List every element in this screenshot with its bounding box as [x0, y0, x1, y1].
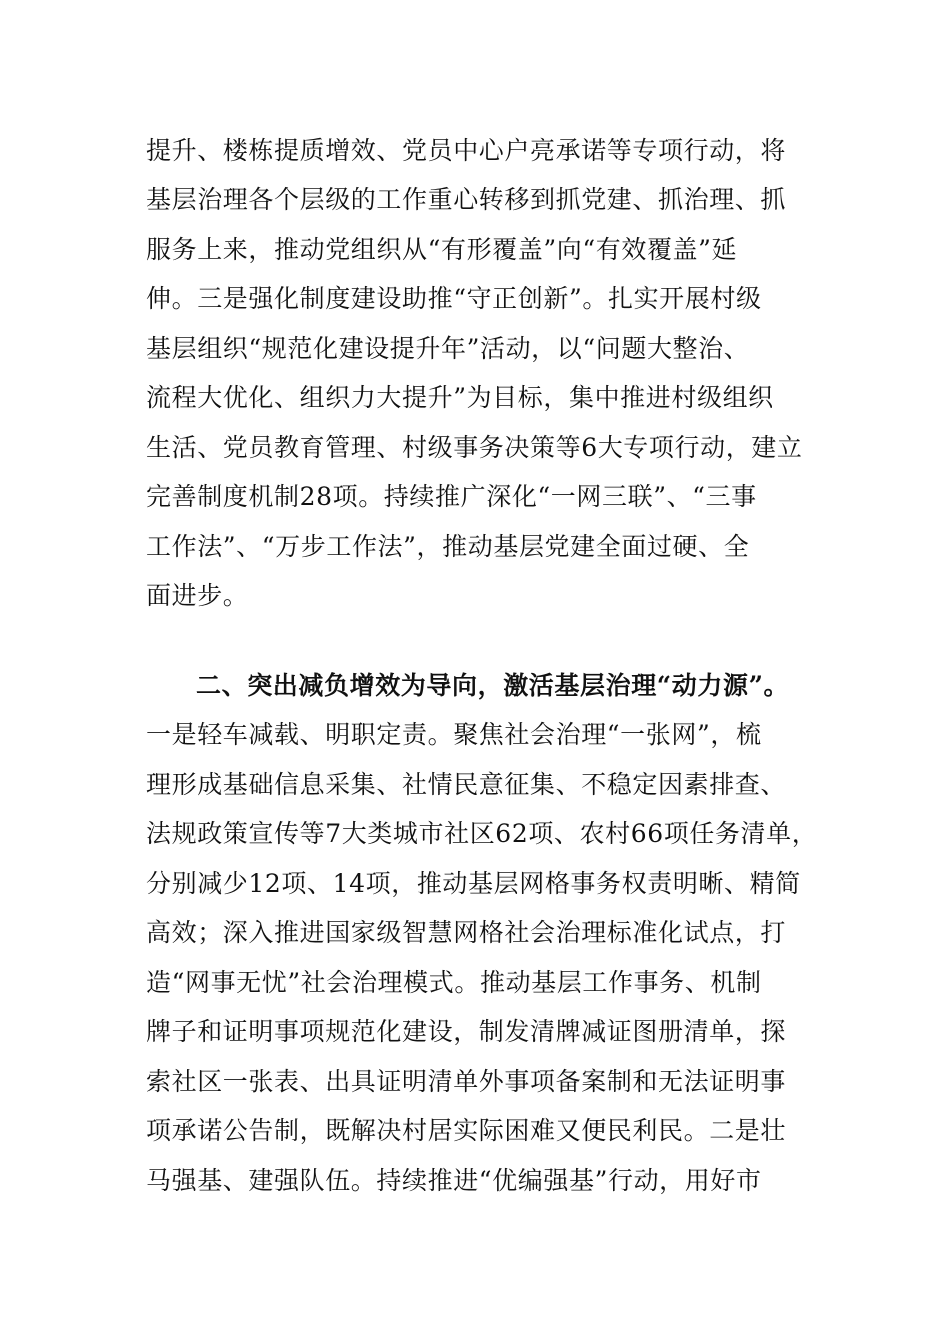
body-text-line: 马强基、建强队伍。持续推进“优编强基”行动，用好市	[146, 1166, 762, 1195]
body-text-line: 一是轻车减载、明职定责。聚焦社会治理“一张网”，梳	[146, 720, 762, 749]
body-text-line: 理形成基础信息采集、社情民意征集、不稳定因素排查、	[146, 770, 787, 799]
body-text-line: 法规政策宣传等7大类城市社区62项、农村66项任务清单，	[146, 819, 818, 848]
body-text-line: 牌子和证明事项规范化建设，制发清牌减证图册清单，探	[146, 1017, 787, 1046]
body-text-line: 高效；深入推进国家级智慧网格社会治理标准化试点，打	[146, 918, 787, 947]
body-text-line: 基层治理各个层级的工作重心转移到抓党建、抓治理、抓	[146, 185, 787, 214]
body-text-line: 伸。三是强化制度建设助推“守正创新”。扎实开展村级	[146, 284, 762, 313]
body-text-line: 基层组织“规范化建设提升年”活动，以“问题大整治、	[146, 334, 750, 363]
body-text-line: 面进步。	[146, 581, 249, 610]
body-text-line: 服务上来，推动党组织从“有形覆盖”向“有效覆盖”延	[146, 235, 738, 264]
body-text-line: 项承诺公告制，既解决村居实际困难又便民利民。二是壮	[146, 1116, 787, 1145]
body-text-line: 分别减少12项、14项，推动基层网格事务权责明晰、精简	[146, 869, 801, 898]
body-text-line: 工作法”、“万步工作法”，推动基层党建全面过硬、全	[146, 532, 750, 561]
body-text-line: 造“网事无忧”社会治理模式。推动基层工作事务、机制	[146, 968, 762, 997]
body-text-line: 索社区一张表、出具证明清单外事项备案制和无法证明事	[146, 1067, 787, 1096]
body-text-line: 流程大优化、组织力大提升”为目标，集中推进村级组织	[146, 383, 774, 412]
section-heading: 二、突出减负增效为导向，激活基层治理“动力源”。	[196, 671, 790, 700]
body-text-line: 生活、党员教育管理、村级事务决策等6大专项行动，建立	[146, 433, 803, 462]
body-text-line: 提升、楼栋提质增效、党员中心户亮承诺等专项行动，将	[146, 136, 787, 165]
body-text-line: 完善制度机制28项。持续推广深化“一网三联”、“三事	[146, 482, 757, 511]
